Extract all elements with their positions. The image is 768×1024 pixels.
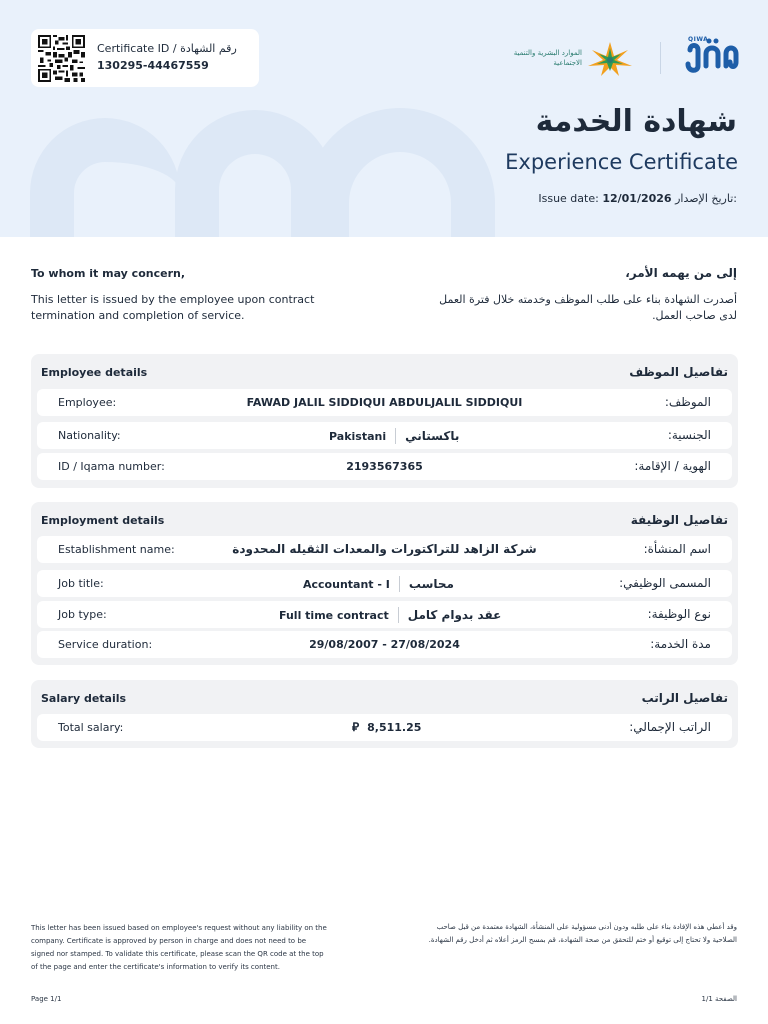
watermark-shape bbox=[30, 118, 180, 237]
row-label-en: Nationality: bbox=[58, 429, 121, 442]
employment-details-section bbox=[31, 502, 738, 665]
hrsd-logo bbox=[510, 40, 634, 78]
value-divider bbox=[399, 576, 400, 592]
row-label-ar: المسمى الوظيفي: bbox=[619, 576, 711, 590]
qr-code-icon[interactable] bbox=[38, 35, 85, 82]
intro-body-english: This letter is issued by the employee upon contract termination and completion of service. bbox=[31, 293, 315, 322]
row-label-en: Service duration: bbox=[58, 638, 153, 651]
certificate-id-value: 130295-44467559 bbox=[97, 59, 209, 72]
footer-note-english: This letter has been issued based on employee's request without any liability on the company. Certificate is approved by person in charge and does not need to be signed nor stamped. To validate this certificate, please scan the QR code at the top of the page and enter the certificate's information to verify its content. bbox=[31, 924, 327, 971]
nationality-row bbox=[37, 422, 732, 449]
qiwa-logo-text: QIWA bbox=[688, 36, 709, 43]
employee-details-section bbox=[31, 354, 738, 488]
service-duration-value: 29/08/2007 - 27/08/2024 bbox=[309, 638, 460, 651]
employee-name-value: FAWAD JALIL SIDDIQUI ABDULJALIL SIDDIQUI bbox=[246, 396, 523, 409]
row-label-ar: الموظف: bbox=[664, 395, 711, 409]
job-title-value bbox=[303, 576, 454, 592]
section-title-en: Salary details bbox=[41, 692, 127, 705]
section-title-en: Employee details bbox=[41, 366, 148, 379]
intro-body-arabic: أصدرت الشهادة بناء على طلب الموظف وخدمته خلال فترة العمل لدى صاحب العمل. bbox=[439, 293, 737, 322]
header-banner bbox=[0, 0, 768, 237]
watermark-shape bbox=[305, 108, 495, 237]
id-row bbox=[37, 453, 732, 480]
job-title-row bbox=[37, 570, 732, 597]
value-en: Full time contract bbox=[279, 608, 389, 622]
issue-date-value: 12/01/2026 bbox=[602, 192, 672, 205]
salary-amount: 8,511.25 bbox=[367, 721, 422, 734]
title-english: Experience Certificate bbox=[505, 150, 738, 174]
row-label-en: Establishment name: bbox=[58, 543, 175, 556]
establishment-row bbox=[37, 536, 732, 563]
row-label-ar: مدة الخدمة: bbox=[650, 637, 711, 651]
issue-date-label-ar: تاريخ الإصدار: bbox=[675, 192, 737, 205]
value-en: Pakistani bbox=[329, 429, 387, 443]
section-title-ar: تفاصيل الموظف bbox=[629, 365, 728, 379]
row-label-ar: الهوية / الإقامة: bbox=[634, 459, 711, 473]
title-arabic: شهادة الخدمة bbox=[535, 104, 737, 139]
row-label-en: Job type: bbox=[58, 608, 107, 621]
salary-details-section bbox=[31, 680, 738, 748]
greeting-english: To whom it may concern, bbox=[31, 267, 185, 280]
logo-divider bbox=[660, 42, 661, 74]
job-type-value bbox=[279, 607, 501, 623]
page-number-ar: الصفحة 1/1 bbox=[701, 995, 737, 1003]
greeting-arabic: إلى من يهمه الأمر، bbox=[625, 266, 737, 280]
value-ar: باكستاني bbox=[405, 429, 460, 443]
id-number-value: 2193567365 bbox=[346, 460, 423, 473]
issue-date bbox=[538, 192, 737, 205]
value-ar: محاسب bbox=[408, 577, 454, 591]
section-title-ar: تفاصيل الراتب bbox=[641, 691, 728, 705]
certificate-id-label: Certificate ID / رقم الشهادة bbox=[97, 42, 237, 55]
value-divider bbox=[398, 607, 399, 623]
row-label-ar: نوع الوظيفة: bbox=[647, 607, 711, 621]
total-salary-row bbox=[37, 714, 732, 741]
establishment-value: شركة الزاهد للتراكتورات والمعدات الثقيله المحدودة bbox=[232, 542, 537, 556]
qiwa-logo bbox=[684, 36, 740, 76]
issue-date-label-en: Issue date: bbox=[538, 192, 599, 205]
value-divider bbox=[395, 428, 396, 444]
section-title-ar: تفاصيل الوظيفة bbox=[630, 513, 728, 527]
employee-row bbox=[37, 389, 732, 416]
row-label-ar: الراتب الإجمالي: bbox=[629, 720, 711, 734]
row-label-ar: الجنسية: bbox=[667, 428, 711, 442]
row-label-en: ID / Iqama number: bbox=[58, 460, 165, 473]
row-label-en: Total salary: bbox=[58, 721, 124, 734]
job-type-row bbox=[37, 601, 732, 628]
total-salary-value bbox=[352, 720, 421, 735]
nationality-value bbox=[329, 428, 459, 444]
certificate-id-card bbox=[31, 29, 259, 87]
row-label-en: Employee: bbox=[58, 396, 117, 409]
section-title-en: Employment details bbox=[41, 514, 165, 527]
value-en: Accountant - I bbox=[303, 577, 390, 591]
page-number-en: Page 1/1 bbox=[31, 995, 62, 1003]
service-duration-row bbox=[37, 631, 732, 658]
value-ar: عقد بدوام كامل bbox=[407, 608, 502, 622]
row-label-en: Job title: bbox=[58, 577, 104, 590]
hrsd-logo-text: الموارد البشرية والتنمية الاجتماعية bbox=[513, 49, 582, 67]
hrsd-mark-icon bbox=[586, 40, 634, 78]
row-label-ar: اسم المنشأة: bbox=[643, 542, 711, 556]
riyal-currency-icon: ⃁ bbox=[352, 720, 360, 734]
footer-note-arabic: وقد أعطي هذه الإفادة بناء على طلبه ودون أدنى مسؤولية على المنشأة، الشهادة معتمدة من قبل صاحب الصلاحية ولا تحتاج إلى توقيع أو ختم للتحقق من صحة الشهادة، قم بمسح الرمز أعلاه ثم أدخل رقم الشهادة. bbox=[428, 923, 737, 944]
